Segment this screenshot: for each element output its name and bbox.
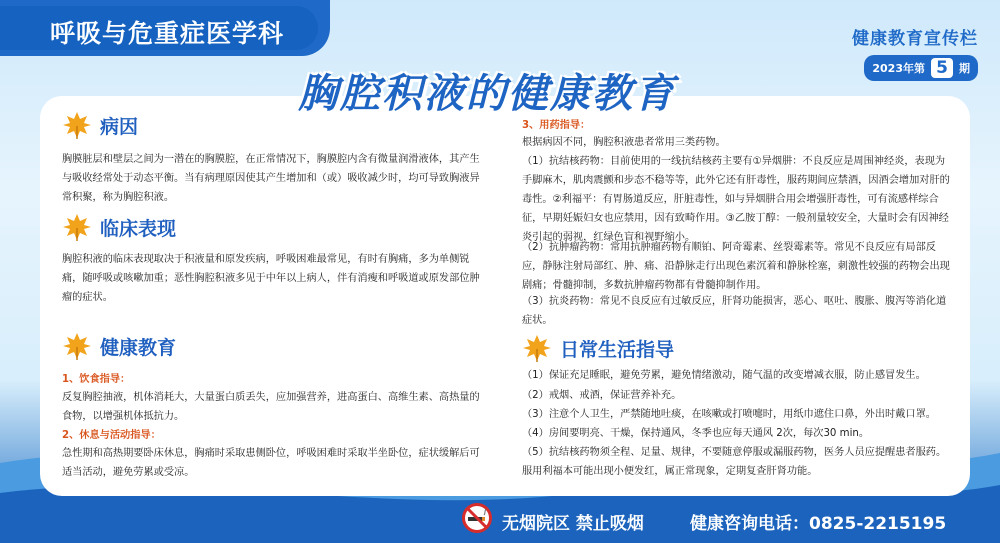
issue-suffix: 期 [959, 62, 970, 75]
section-symptoms-title: 临床表现 [100, 217, 177, 240]
maple-leaf-icon [62, 212, 92, 242]
department-tab [0, 0, 330, 56]
issue-pill [864, 55, 978, 81]
page-title: 胸腔积液的健康教育 [298, 71, 676, 117]
section-daily-title: 日常生活指导 [560, 338, 675, 361]
medication-intro: 根据病因不同，胸腔积液患者常用三类药物。 [522, 137, 726, 148]
section-cause-text: 胸膜脏层和壁层之间为一潜在的胸膜腔，在正常情况下，胸膜腔内含有微量润滑液体，其产生与吸收经常处于动态平衡。当有病理原因使其产生增加和（或）吸收减少时，均可导致胸液异常积聚，称为胸腔积液。 [62, 154, 480, 203]
daily-item: （4）房间要明亮、干燥，保持通风，冬季也应每天通风 2次，每次30 min。 [522, 428, 870, 439]
no-smoking-icon [462, 503, 492, 533]
maple-leaf-icon [522, 333, 552, 363]
daily-item: （2）戒烟、戒酒，保证营养补充。 [522, 390, 682, 401]
maple-leaf-icon [62, 110, 92, 140]
issue-prefix: 2023年第 [872, 62, 925, 75]
daily-item: （3）注意个人卫生，严禁随地吐痰，在咳嗽或打喷嚏时，用纸巾遮住口鼻，外出时戴口罩。 [522, 409, 936, 420]
issue-info [852, 55, 978, 81]
maple-leaf-icon [62, 331, 92, 361]
department-title: 呼吸与危重症医学科 [50, 19, 285, 48]
promo-title: 健康教育宣传栏 [852, 29, 978, 49]
promo-badge [852, 24, 978, 81]
medication-item: （3）抗炎药物：常见不良反应有过敏反应，肝肾功能损害，恶心、呕吐、腹胀、腹泻等消化道症状。 [522, 296, 947, 326]
medication-guidance-label: 3、用药指导： [522, 120, 591, 131]
rest-guidance-text: 急性期和高热期要卧床休息，胸痛时采取患侧卧位，呼吸困难时采取半坐卧位，症状缓解后可适当活动，避免劳累或受凉。 [62, 448, 480, 478]
section-education-title: 健康教育 [100, 336, 177, 359]
section-cause-title: 病因 [100, 115, 139, 138]
rest-guidance-label: 2、休息与活动指导： [62, 430, 161, 441]
section-symptoms-header [62, 212, 176, 242]
section-cause-header [62, 110, 138, 140]
medication-item: （1）抗结核药物：目前使用的一线抗结核药主要有①异烟肼：不良反应是周围神经炎，表现为手脚麻木，肌肉震颤和步态不稳等等，此外它还有肝毒性，服药期间应禁酒，因酒会增加对肝的毒性。②利福平：有胃肠道反应，肝脏毒性，如与异烟肼合用会增强肝毒性，可有流感样综合征，早期妊娠妇女也应禁用，因有致畸作用。③乙胺丁醇：一般剂量较安全，大量时会有因神经炎引起的弱视，红绿色盲和视野缩小。 [522, 156, 950, 243]
daily-item: （5）抗结核药物须全程、足量、规律，不要随意停服或漏服药物，医务人员应提醒患者服药。服用利福本可能出现小便发红，属正常现象，定期复查肝肾功能。 [522, 447, 947, 477]
section-symptoms-text: 胸腔积液的临床表现取决于积液量和原发疾病，呼吸困难最常见，有时有胸痛，多为单侧锐痛，随呼吸或咳嗽加重；恶性胸腔积液多见于中年以上病人，伴有消瘦和呼吸道或原发部位肿瘤的症状。 [62, 254, 480, 303]
issue-number: 5 [931, 58, 953, 78]
medication-item: （2）抗肿瘤药物：常用抗肿瘤药物有顺铂、阿奇霉素、丝裂霉素等。常见不良反应有局部反应，静脉注射局部红、肿、痛、沿静脉走行出现色素沉着和静脉栓塞，刺激性较强的药物会出现剧痛；骨髓抑制，多数抗肿瘤药物都有骨髓抑制作用。 [522, 242, 950, 291]
hotline-text: 健康咨询电话：0825-2215195 [690, 514, 947, 534]
daily-item: （1）保证充足睡眠，避免劳累，避免情绪激动，随气温的改变增减衣服，防止感冒发生。 [522, 370, 926, 381]
no-smoking-text: 无烟院区 禁止吸烟 [502, 514, 644, 534]
diet-guidance-text: 反复胸腔抽液，机体消耗大，大量蛋白质丢失，应加强营养，进高蛋白、高维生素、高热量的食物，以增强机体抵抗力。 [62, 392, 480, 422]
section-daily-header [522, 333, 674, 363]
diet-guidance-label: 1、饮食指导： [62, 374, 131, 385]
section-education-header [62, 331, 176, 361]
